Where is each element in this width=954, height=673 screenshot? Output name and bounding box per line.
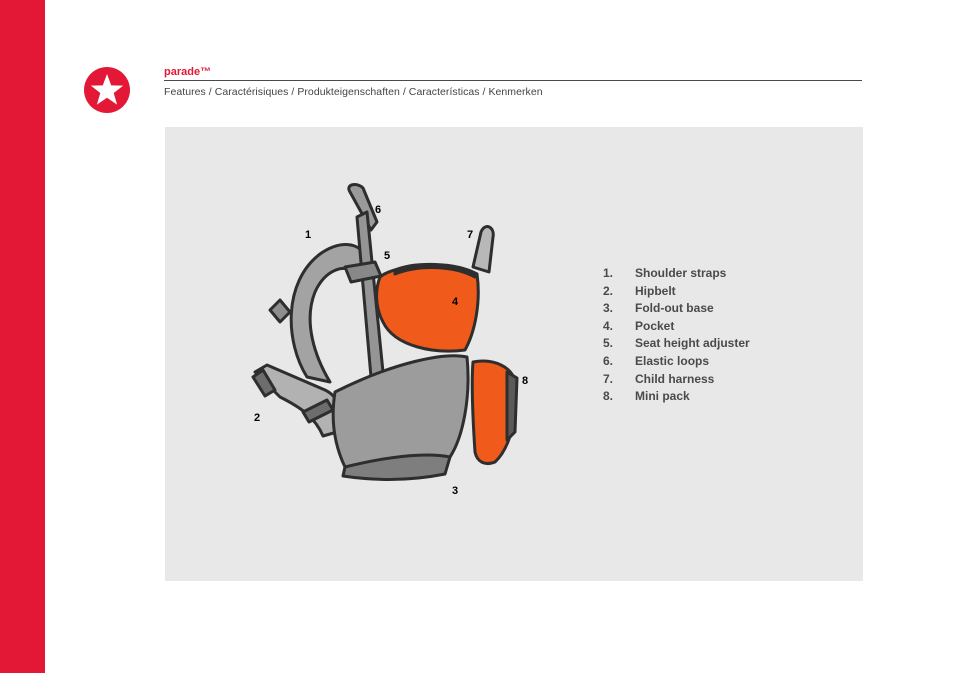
legend-label: Child harness: [635, 371, 715, 386]
legend-label: Shoulder straps: [635, 266, 727, 280]
callout-8: 8: [522, 375, 529, 387]
callout-1: 1: [305, 229, 312, 241]
callout-4: 4: [452, 296, 459, 308]
feature-legend: [603, 265, 750, 406]
legend-number: 6.: [603, 353, 614, 368]
legend-label: Mini pack: [635, 389, 690, 404]
legend-number: 3.: [603, 301, 614, 316]
legend-label: Fold-out base: [635, 301, 714, 316]
legend-label: Seat height adjuster: [635, 336, 750, 351]
feature-panel: [165, 127, 863, 581]
callout-2: 2: [254, 412, 261, 424]
legend-item: [603, 300, 750, 318]
page-subtitle: Features / Caractérisiques / Produkteigenschaften / Características / Kenmerken: [164, 86, 543, 98]
legend-label: Pocket: [635, 318, 675, 333]
legend-number: 7.: [603, 371, 614, 386]
callout-6: 6: [375, 204, 382, 216]
header-rule: [164, 80, 862, 81]
legend-item: [603, 388, 750, 406]
carrier-illustration: [245, 182, 545, 512]
legend-item: [603, 283, 750, 301]
legend-number: 4.: [603, 318, 614, 333]
legend-number: 1.: [603, 266, 614, 280]
legend-item: [603, 371, 750, 389]
star-icon: [84, 67, 130, 113]
legend-item: [603, 318, 750, 336]
callout-7: 7: [467, 229, 474, 241]
legend-item: [603, 265, 750, 283]
legend-number: 2.: [603, 283, 614, 298]
page-title: parade™: [164, 66, 212, 78]
legend-label: Hipbelt: [635, 283, 676, 298]
callout-5: 5: [384, 250, 391, 262]
side-bar: [0, 0, 45, 673]
legend-item: [603, 335, 750, 353]
legend-number: 8.: [603, 389, 614, 404]
callout-3: 3: [452, 485, 459, 497]
legend-item: [603, 353, 750, 371]
legend-label: Elastic loops: [635, 353, 710, 368]
legend-number: 5.: [603, 336, 614, 351]
